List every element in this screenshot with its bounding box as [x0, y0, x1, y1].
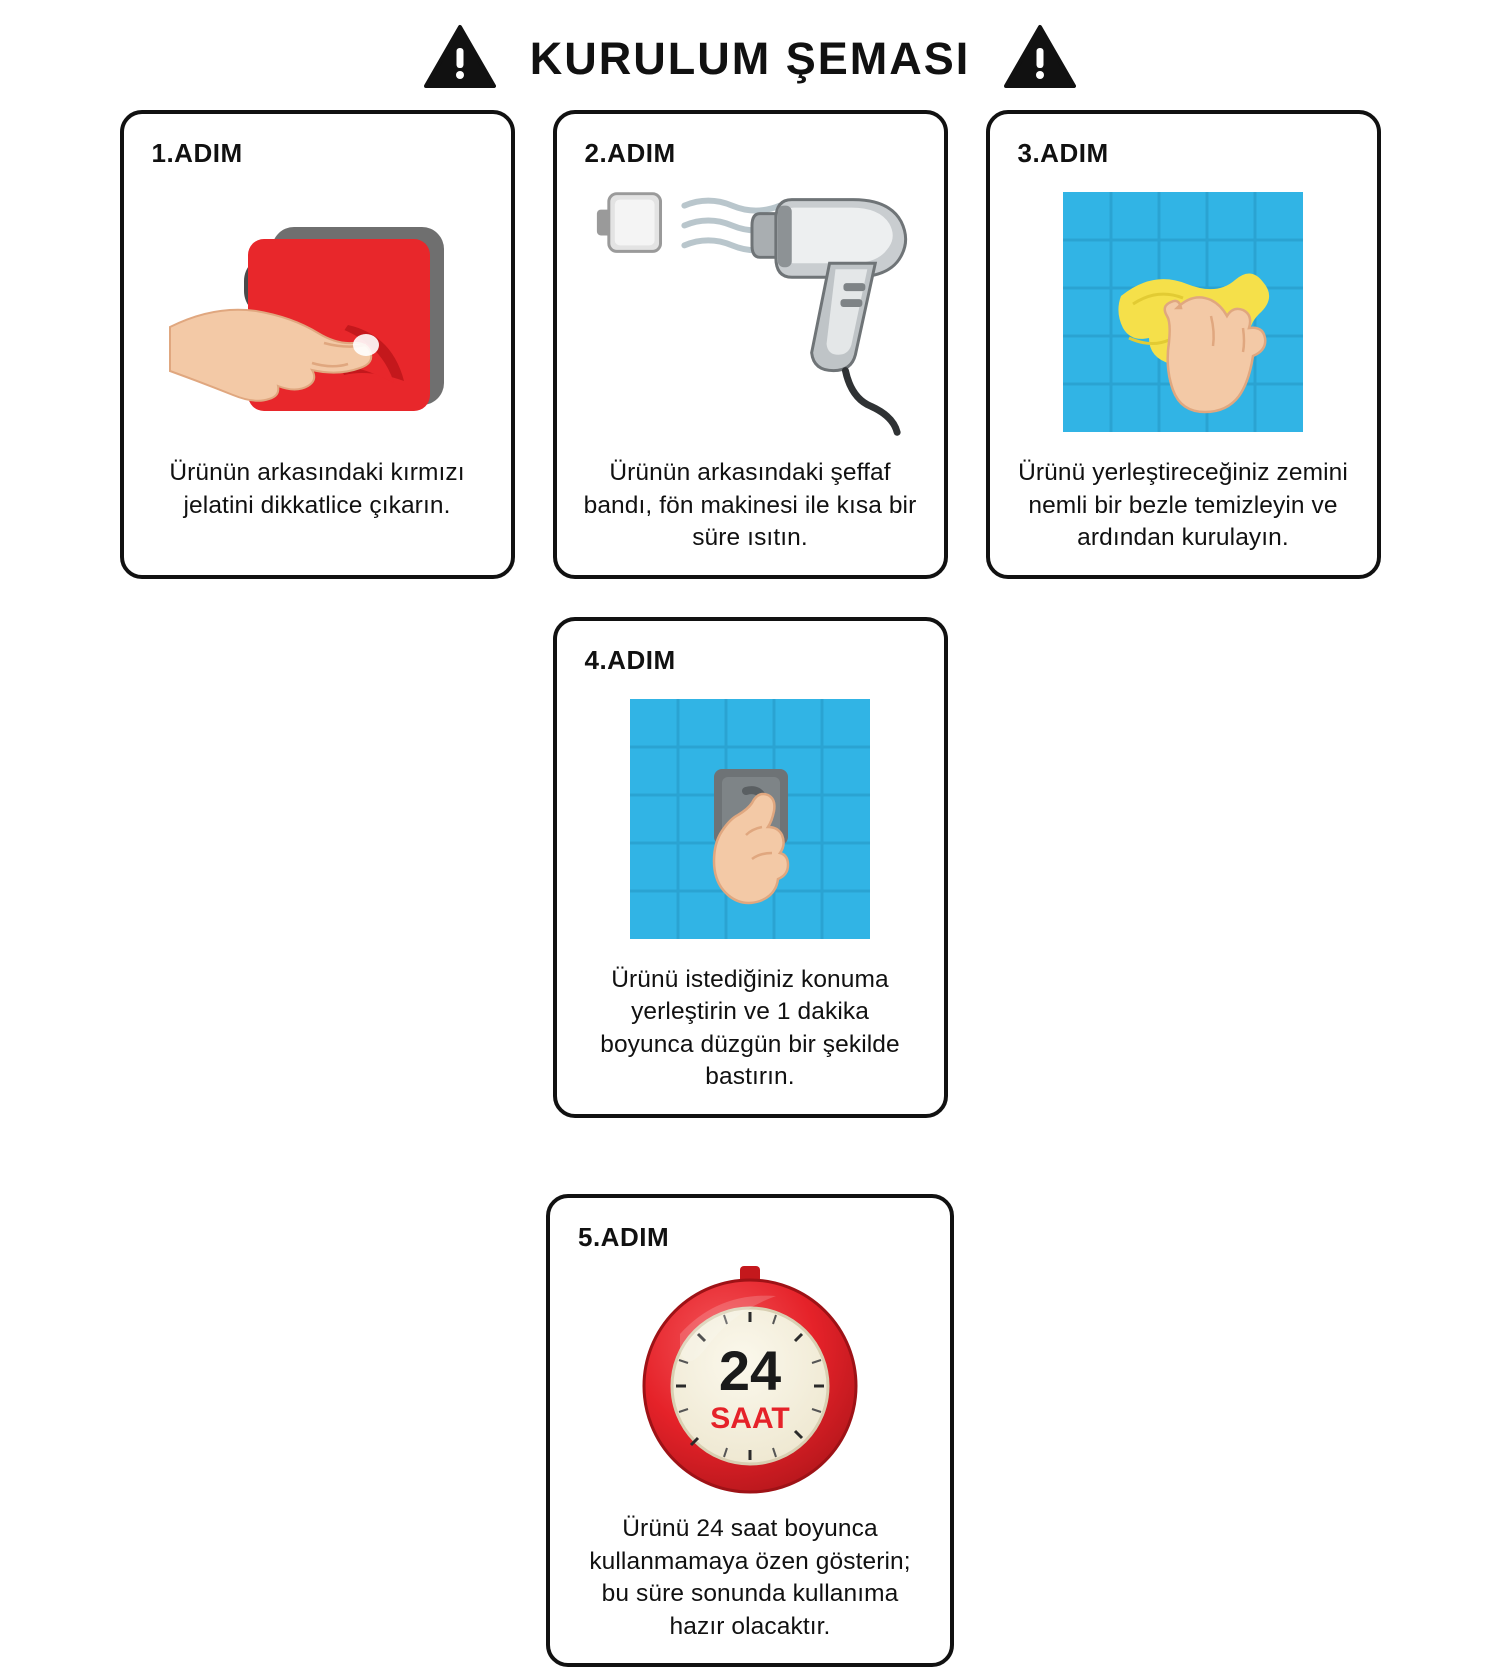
- clock-number: 24: [718, 1339, 782, 1403]
- step-caption: Ürünü istediğiniz konuma yerleştirin ve 1 dakika boyunca düzgün bir şekilde bastırın.: [600, 965, 900, 1091]
- 24-hour-clock-icon: [572, 1257, 928, 1507]
- step-label: 4.ADIM: [584, 644, 676, 675]
- step-caption: Ürünü 24 saat boyunca kullanmamaya özen gösterin; bu süre sonunda kullanıma hazır olacaktır.: [589, 1515, 911, 1640]
- step-label: 3.ADIM: [1017, 138, 1109, 168]
- step-label: 5.ADIM: [578, 1222, 670, 1253]
- step-caption: Ürünün arkasındaki kırmızı jelatini dikkatlice çıkarın.: [169, 459, 465, 519]
- steps-last-row: [0, 1194, 1500, 1667]
- step-card-5: [546, 1194, 954, 1667]
- wipe-tile-cloth-icon: [1012, 173, 1355, 451]
- step-caption: Ürünün arkasındaki şeffaf bandı, fön makinesi ile kısa bir süre ısıtın.: [583, 459, 917, 552]
- page-title: KURULUM ŞEMASI: [529, 33, 971, 84]
- step-label: 1.ADIM: [151, 138, 243, 168]
- warning-triangle-icon: [424, 24, 496, 95]
- step-card-4: [553, 617, 948, 1118]
- page-header: [0, 0, 1500, 90]
- hair-dryer-heating-icon: [579, 173, 922, 451]
- steps-grid: [0, 90, 1500, 1667]
- step-caption: Ürünü yerleştireceğiniz zemini nemli bir bezle temizleyin ve ardından kurulayın.: [1018, 459, 1348, 552]
- step-card-3: [986, 110, 1381, 579]
- step-card-1: [120, 110, 515, 579]
- peel-red-film-icon: [146, 173, 489, 451]
- step-card-2: [553, 110, 948, 579]
- press-mount-on-wall-icon: [579, 680, 922, 958]
- clock-unit: SAAT: [710, 1402, 790, 1436]
- step-label: 2.ADIM: [584, 138, 676, 168]
- warning-triangle-icon: [1004, 24, 1076, 95]
